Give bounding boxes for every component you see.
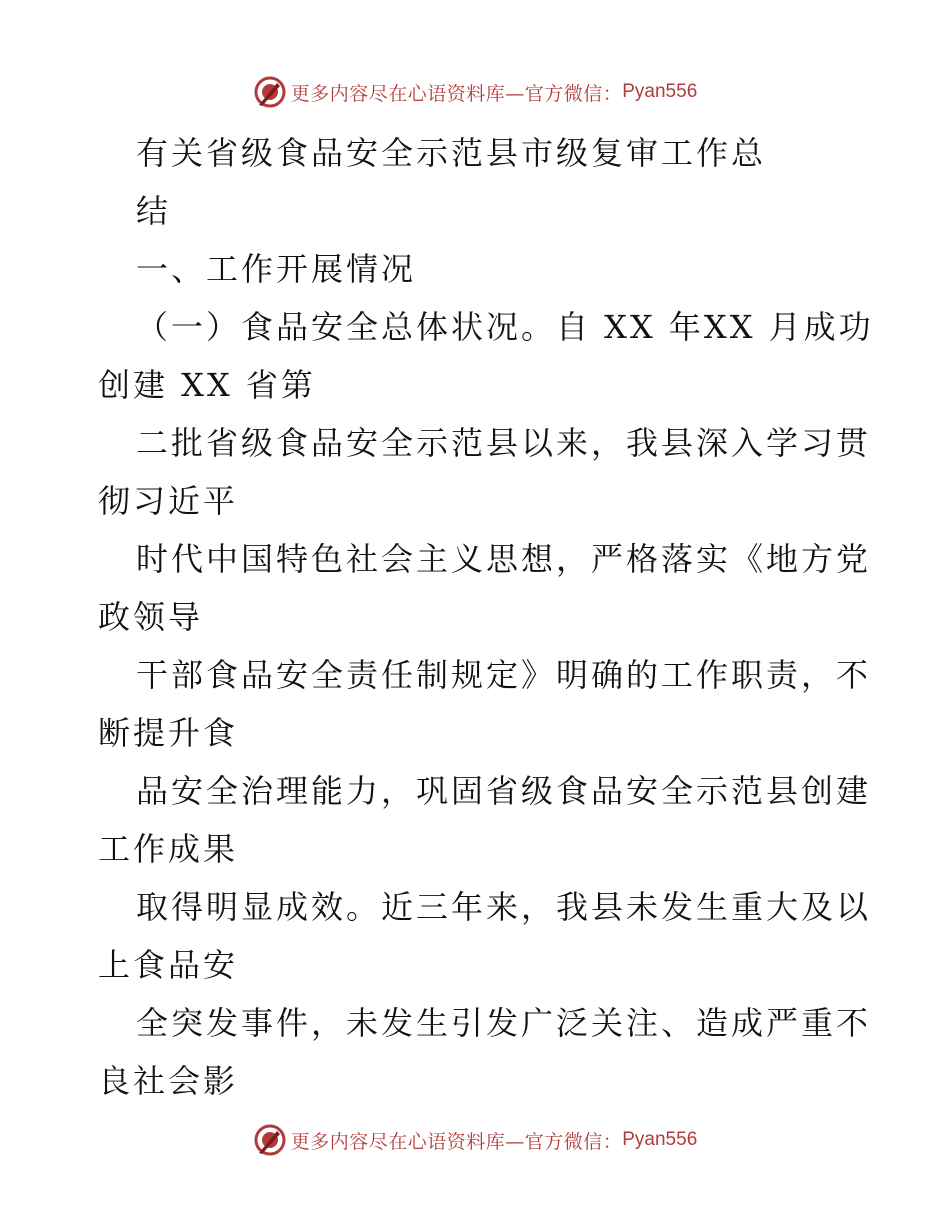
quill-seal-icon (253, 1123, 287, 1157)
paragraph-line: 全突发事件，未发生引发广泛关注、造成严重不 (136, 1004, 872, 1042)
banner-text: 更多内容尽在心语资料库—官方微信： (290, 82, 623, 105)
header-banner (0, 72, 950, 112)
document-title-line-1: 有关省级食品安全示范县市级复审工作总 (136, 134, 767, 172)
paragraph-line: 上食品安 (98, 946, 239, 984)
section-heading: 一、工作开展情况 (136, 250, 417, 288)
paragraph-line: 二批省级食品安全示范县以来，我县深入学习贯 (136, 424, 872, 462)
paragraph-line: 良社会影 (98, 1062, 239, 1100)
paragraph-line: 断提升食 (98, 714, 239, 752)
banner-text: 更多内容尽在心语资料库—官方微信： (290, 1130, 623, 1153)
paragraph-line: 干部食品安全责任制规定》明确的工作职责，不 (136, 656, 872, 694)
document-title-line-2: 结 (136, 192, 172, 230)
banner-wechat-id: Pyan556 (622, 1129, 698, 1150)
paragraph-line: （一）食品安全总体状况。自 XX 年XX 月成功 (136, 308, 874, 346)
paragraph-line: 取得明显成效。近三年来，我县未发生重大及以 (136, 888, 872, 926)
footer-banner (0, 1120, 950, 1160)
banner-wechat-id: Pyan556 (622, 81, 698, 102)
paragraph-line: 品安全治理能力，巩固省级食品安全示范县创建 (136, 772, 872, 810)
paragraph-line: 政领导 (98, 598, 204, 636)
document-body (98, 124, 874, 1110)
paragraph-line: 工作成果 (98, 830, 239, 868)
quill-seal-icon (253, 75, 287, 109)
paragraph-line: 时代中国特色社会主义思想，严格落实《地方党 (136, 540, 872, 578)
paragraph-line: 创建 XX 省第 (98, 366, 316, 404)
paragraph-line: 彻习近平 (98, 482, 239, 520)
